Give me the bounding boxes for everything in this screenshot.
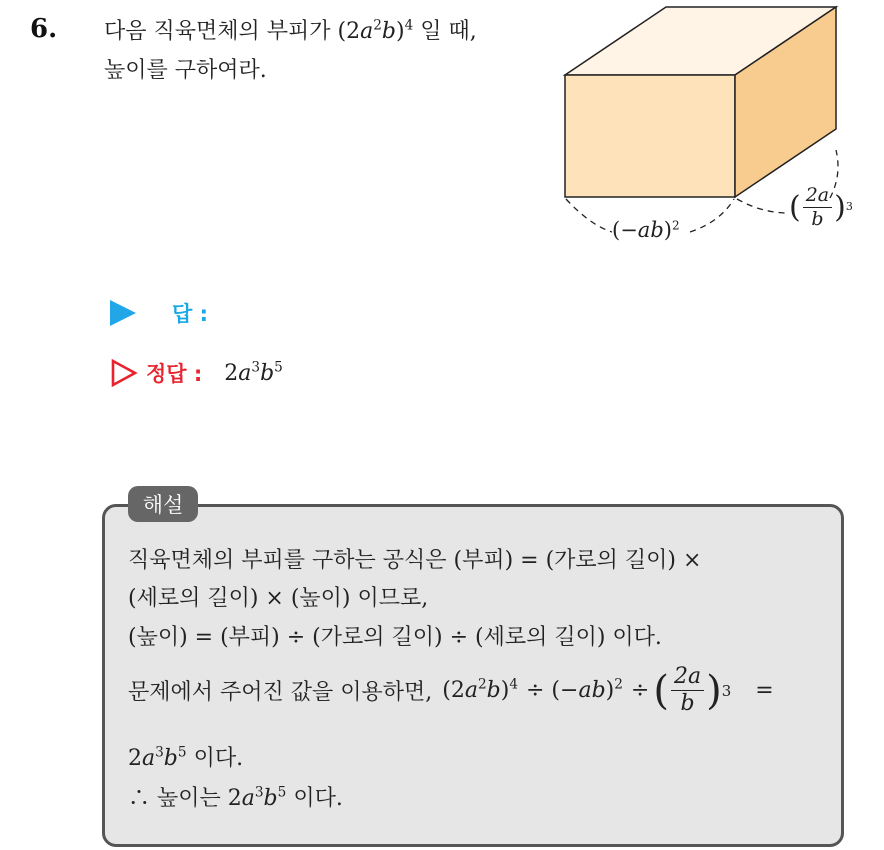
question-number: 6. [30, 14, 58, 44]
cuboid-figure [0, 0, 884, 280]
answer-row [110, 298, 208, 328]
explanation-line-1: 직육면체의 부피를 구하는 공식은 (부피) = (가로의 길이) × [128, 548, 702, 573]
explanation-tab: 해설 [128, 486, 198, 522]
answer-label: 답 : [172, 302, 208, 326]
correct-answer-label: 정답 : [146, 362, 203, 386]
explanation-line-4: 문제에서 주어진 값을 이용하면, $(2a^2b)^4$ ÷ $(-ab)^2$ ÷ ( $\frac{2a}{b}$ ) 3 = [128, 664, 774, 717]
depth-label: ( $\frac{2a}{b}$ ) 3 [789, 184, 853, 230]
width-label: $(-ab)^2$ [612, 218, 680, 242]
question-tail: 일 때, [420, 19, 477, 44]
explanation-line-3: (높이) = (부피) ÷ (가로의 길이) ÷ (세로의 길이) 이다. [128, 625, 662, 650]
cuboid-front-face [565, 75, 735, 197]
play-filled-icon [110, 300, 136, 326]
question-line-2: 높이를 구하여라. [104, 58, 267, 83]
volume-expression: $(2a^2b)^4$ [337, 17, 414, 44]
question-text: 다음 직육면체의 부피가 [104, 19, 331, 44]
explanation-line-2: (세로의 길이) × (높이) 이므로, [128, 586, 429, 611]
play-outline-icon [110, 359, 138, 387]
correct-answer-value: $2a^3b^5$ [224, 359, 283, 386]
explanation-line-6: ∴ 높이는 $2a^3b^5$ 이다. [128, 784, 343, 811]
explanation-line-5: $2a^3b^5$ 이다. [128, 744, 244, 771]
correct-answer-row [110, 358, 283, 388]
